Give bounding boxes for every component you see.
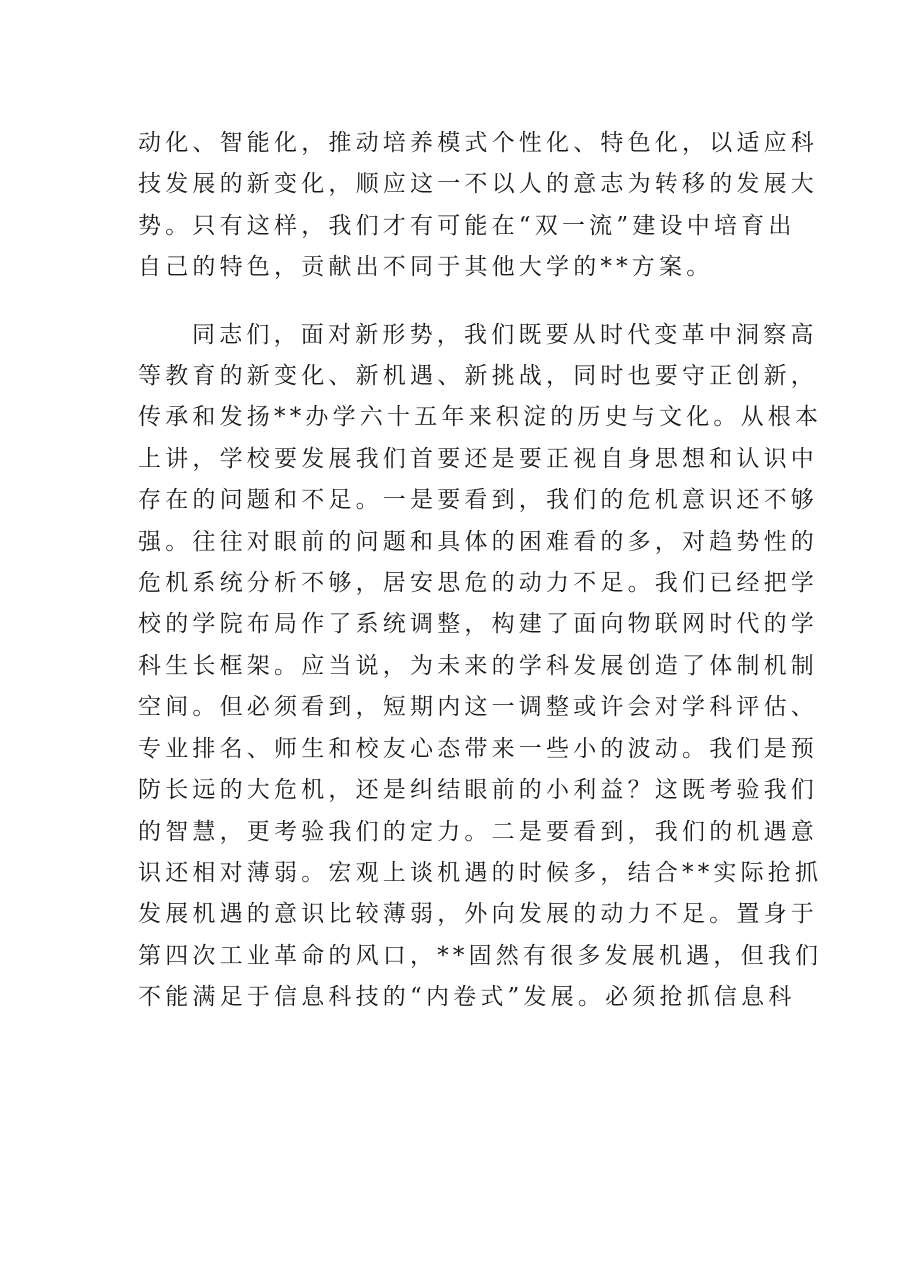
text-line: 空间。但必须看到，短期内这一调整或许会对学科评估、 <box>138 694 818 721</box>
text-line: 校的学院布局作了系统调整，构建了面向物联网时代的学 <box>138 611 818 638</box>
text-line: 专业排名、师生和校友心态带来一些小的波动。我们是预 <box>138 735 818 762</box>
text-line: 传承和发扬**办学六十五年来积淀的历史与文化。从根本 <box>138 404 823 431</box>
text-line: 势。只有这样，我们才有可能在“双一流”建设中培育出 <box>138 212 796 239</box>
text-line: 第四次工业革命的风口，**固然有很多发展机遇，但我们 <box>138 942 823 969</box>
text-line: 发展机遇的意识比较薄弱，外向发展的动力不足。置身于 <box>138 901 818 928</box>
text-line: 自己的特色，贡献出不同于其他大学的**方案。 <box>138 254 714 281</box>
document-body <box>138 123 823 1019</box>
text-line: 等教育的新变化、新机遇、新挑战，同时也要守正创新， <box>138 363 818 390</box>
paragraph-2 <box>138 315 823 1019</box>
paragraph-1 <box>138 123 818 289</box>
text-line: 危机系统分析不够，居安思危的动力不足。我们已经把学 <box>138 570 818 597</box>
text-line: 不能满足于信息科技的“内卷式”发展。必须抢抓信息科 <box>138 984 796 1011</box>
text-line: 动化、智能化，推动培养模式个性化、特色化，以适应科 <box>138 130 818 156</box>
text-line: 存在的问题和不足。一是要看到，我们的危机意识还不够 <box>138 487 818 514</box>
text-line: 的智慧，更考验我们的定力。二是要看到，我们的机遇意 <box>138 818 818 845</box>
text-line: 强。往往对眼前的问题和具体的困难看的多，对趋势性的 <box>138 528 818 555</box>
text-line-indented: 同志们，面对新形势，我们既要从时代变革中洞察高 <box>192 321 818 348</box>
text-line: 科生长框架。应当说，为未来的学科发展创造了体制机制 <box>138 652 818 679</box>
text-line: 技发展的新变化，顺应这一不以人的意志为转移的发展大 <box>138 171 818 198</box>
text-line: 防长远的大危机，还是纠结眼前的小利益？这既考验我们 <box>138 777 818 804</box>
text-line: 上讲，学校要发展我们首要还是要正视自身思想和认识中 <box>138 445 818 472</box>
text-line: 识还相对薄弱。宏观上谈机遇的时候多，结合**实际抢抓 <box>138 859 823 886</box>
